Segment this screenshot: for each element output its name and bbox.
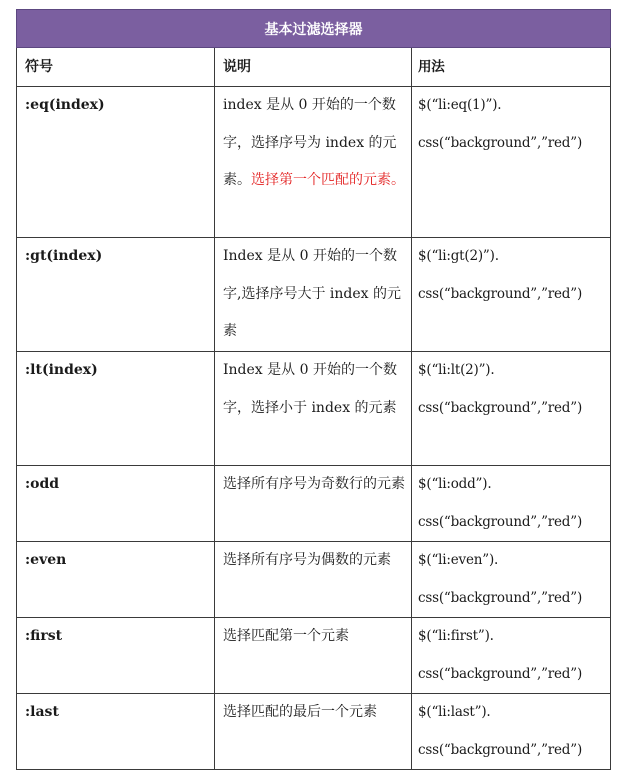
usage-line-2: css(“background”,”red”) <box>418 513 583 530</box>
description-highlight: 选择第一个匹配的元素。 <box>251 172 405 188</box>
usage-line-2: css(“background”,”red”) <box>418 665 583 682</box>
row-description: 选择所有序号为奇数行的元素 <box>215 466 412 542</box>
row-usage <box>412 542 611 618</box>
row-symbol: :last <box>17 694 215 770</box>
row-usage <box>412 466 611 542</box>
table-row <box>17 618 611 694</box>
selector-table-container <box>16 9 610 770</box>
row-usage <box>412 87 611 238</box>
row-description <box>215 87 412 238</box>
row-usage <box>412 618 611 694</box>
header-usage: 用法 <box>412 48 611 87</box>
table-row <box>17 87 611 238</box>
usage-line-1: $(“li:first”). <box>418 628 494 644</box>
basic-filter-selector-table <box>16 9 611 770</box>
usage-line-1: $(“li:eq(1)”). <box>418 97 502 113</box>
usage-line-1: $(“li:lt(2)”). <box>418 362 495 378</box>
row-symbol: :gt(index) <box>17 238 215 352</box>
usage-line-2: css(“background”,”red”) <box>418 285 583 302</box>
usage-line-2: css(“background”,”red”) <box>418 399 583 416</box>
row-description: 选择所有序号为偶数的元素 <box>215 542 412 618</box>
row-description: Index 是从 0 开始的一个数字,选择序号大于 index 的元素 <box>215 238 412 352</box>
table-row <box>17 694 611 770</box>
usage-line-1: $(“li:gt(2)”). <box>418 248 499 264</box>
row-description: 选择匹配的最后一个元素 <box>215 694 412 770</box>
row-symbol: :even <box>17 542 215 618</box>
row-usage <box>412 694 611 770</box>
usage-line-2: css(“background”,”red”) <box>418 134 583 151</box>
usage-line-2: css(“background”,”red”) <box>418 589 583 606</box>
usage-line-1: $(“li:even”). <box>418 552 499 568</box>
header-description: 说明 <box>215 48 412 87</box>
table-header-row <box>17 48 611 87</box>
usage-line-1: $(“li:odd”). <box>418 476 492 492</box>
row-symbol: :eq(index) <box>17 87 215 238</box>
row-symbol: :lt(index) <box>17 352 215 466</box>
row-usage <box>412 238 611 352</box>
table-row <box>17 466 611 542</box>
table-row <box>17 542 611 618</box>
table-title: 基本过滤选择器 <box>17 10 611 48</box>
row-symbol: :first <box>17 618 215 694</box>
usage-line-2: css(“background”,”red”) <box>418 741 583 758</box>
table-row <box>17 238 611 352</box>
row-description: Index 是从 0 开始的一个数字，选择小于 index 的元素 <box>215 352 412 466</box>
header-symbol: 符号 <box>17 48 215 87</box>
usage-line-1: $(“li:last”). <box>418 704 491 720</box>
row-description: 选择匹配第一个元素 <box>215 618 412 694</box>
description-text: index 是从 0 开始的一个数字，选择序号为 index 的元素。 <box>223 97 397 188</box>
table-row <box>17 352 611 466</box>
row-usage <box>412 352 611 466</box>
row-symbol: :odd <box>17 466 215 542</box>
